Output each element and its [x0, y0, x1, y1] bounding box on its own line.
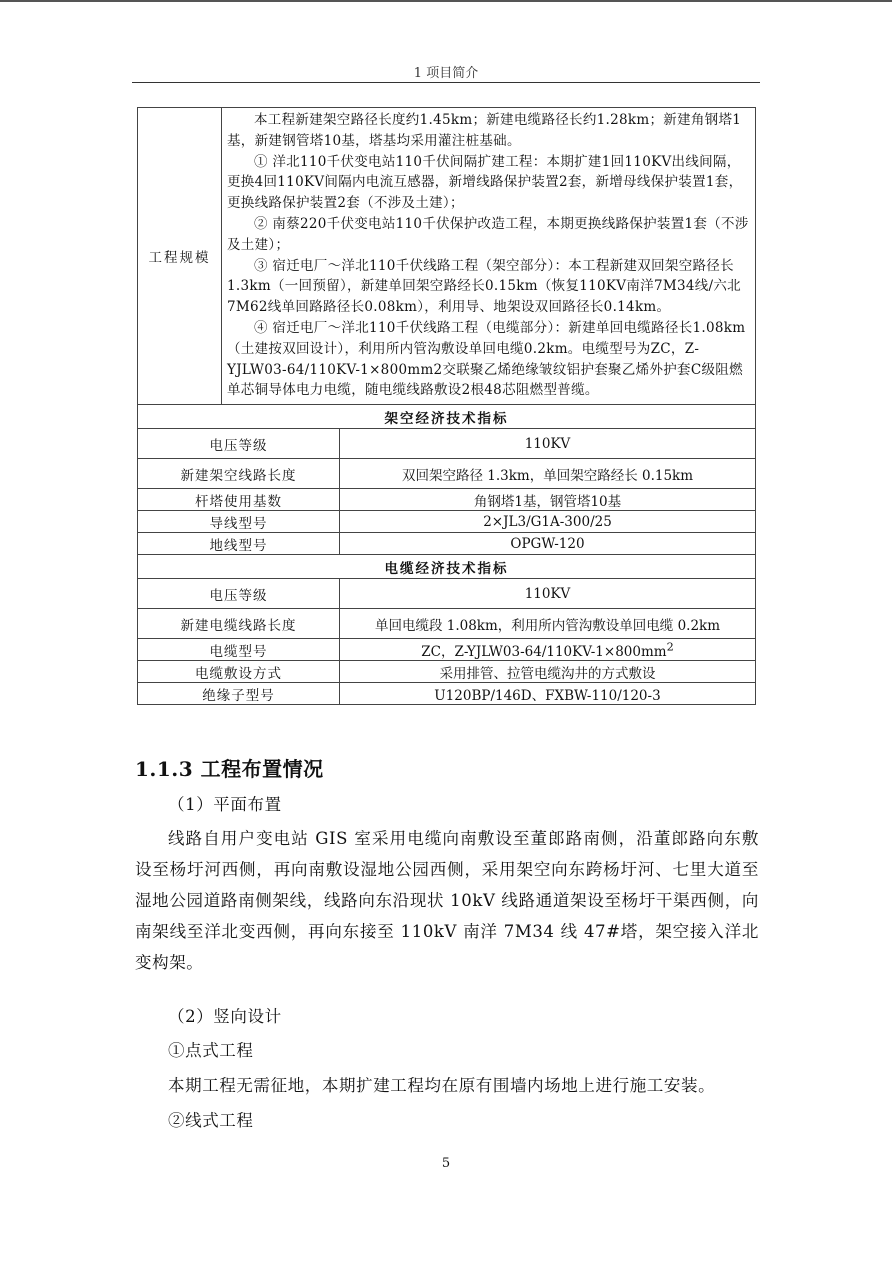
unit-superscript: 2: [666, 640, 674, 654]
table-row: [138, 459, 756, 489]
scale-paragraph: ① 洋北110千伏变电站110千伏间隔扩建工程：本期扩建1回110KV出线间隔，更换4回110KV间隔内电流互感器，新增线路保护装置2套，新增母线保护装置1套，更换线路保护装置2套（不涉及土建）；: [227, 153, 743, 212]
header-rule: [132, 82, 760, 83]
overhead-section-title: 架空经济技术指标: [138, 405, 756, 429]
subsection-vertical-design: （2）竖向设计: [168, 1007, 282, 1026]
table-row: [138, 533, 756, 555]
cable-model-text: ZC，Z-YJLW03-64/110KV-1×800mm: [421, 643, 667, 660]
project-summary-table: [137, 107, 756, 705]
row-key: 导线型号: [138, 511, 340, 533]
row-key: 电缆型号: [138, 639, 340, 661]
table-row: [138, 683, 756, 705]
row-value: OPGW-120: [340, 533, 756, 555]
section-heading: 1.1.3 工程布置情况: [135, 757, 324, 781]
row-value: 单回电缆段 1.08km，利用所内管沟敷设单回电缆 0.2km: [340, 609, 756, 639]
scale-content: [222, 108, 756, 405]
table-row: [138, 661, 756, 683]
row-value: 角钢塔1基，钢管塔10基: [340, 489, 756, 511]
row-key: 电缆敷设方式: [138, 661, 340, 683]
scale-paragraph: 本工程新建架空路径长度约1.45km；新建电缆路径长约1.28km；新建角钢塔1基，新建钢管塔10基，塔基均采用灌注桩基础。: [227, 112, 742, 149]
table-row: [138, 489, 756, 511]
row-key: 绝缘子型号: [138, 683, 340, 705]
overhead-section-row: [138, 405, 756, 429]
row-key: 杆塔使用基数: [138, 489, 340, 511]
row-key: 电压等级: [138, 579, 340, 609]
row-value: U120BP/146D、FXBW-110/120-3: [340, 683, 756, 705]
row-value: 110KV: [340, 579, 756, 609]
table-row: [138, 429, 756, 459]
plan-layout-paragraph: 线路自用户变电站 GIS 室采用电缆向南敷设至董郎路南侧，沿董郎路向东敷设至杨圩河西侧，再向南敷设湿地公园西侧，采用架空向东跨杨圩河、七里大道至湿地公园道路南侧架线，线路向东沿现状 10kV 线路通道架设至杨圩干渠西侧，向南架线至洋北变西侧，再向东接至 110kV 南洋 7M34 线 47#塔，架空接入洋北变构架。: [135, 829, 759, 972]
cable-section-row: [138, 555, 756, 579]
row-value: [340, 639, 756, 661]
line-project-label: ②线式工程: [168, 1111, 254, 1130]
scale-paragraph: ③ 宿迁电厂～洋北110千伏线路工程（架空部分）：本工程新建双回架空路径长1.3km（一回预留），新建单回架空路经长0.15km（恢复110KV南洋7M34线/六北7M62线单回路路径长0.08km），利用导、地架设双回路径长0.14km。: [227, 257, 741, 316]
point-project-paragraph: 本期工程无需征地，本期扩建工程均在原有围墙内场地上进行施工安装。: [168, 1076, 716, 1095]
subsection-plan-layout: （1）平面布置: [168, 795, 282, 814]
top-border-line: [0, 0, 892, 2]
page-number: 5: [441, 1156, 451, 1171]
cable-section-title: 电缆经济技术指标: [138, 555, 756, 579]
scale-row: [138, 108, 756, 405]
table-row: [138, 511, 756, 533]
row-value: 采用排管、拉管电缆沟井的方式敷设: [340, 661, 756, 683]
running-header: 1 项目简介: [413, 66, 479, 81]
scale-label: 工程规模: [138, 108, 222, 405]
table-row: [138, 609, 756, 639]
row-key: 新建架空线路长度: [138, 459, 340, 489]
row-key: 地线型号: [138, 533, 340, 555]
point-project-label: ①点式工程: [168, 1041, 254, 1060]
row-key: 新建电缆线路长度: [138, 609, 340, 639]
row-value: 2×JL3/G1A-300/25: [340, 511, 756, 533]
table-row: [138, 579, 756, 609]
row-key: 电压等级: [138, 429, 340, 459]
row-value: 110KV: [340, 429, 756, 459]
row-value: 双回架空路径 1.3km，单回架空路经长 0.15km: [340, 459, 756, 489]
scale-paragraph: ④ 宿迁电厂～洋北110千伏线路工程（电缆部分）：新建单回电缆路径长1.08km（土建按双回设计），利用所内管沟敷设单回电缆0.2km。电缆型号为ZC，Z-YJLW03-64/110KV-1×800mm2交联聚乙烯绝缘皱纹铝护套聚乙烯外护套C级阻燃单芯铜导体电力电缆，随电缆线路敷设2根48芯阻燃型普缆。: [227, 319, 746, 399]
table-row: [138, 639, 756, 661]
scale-paragraph: ② 南蔡220千伏变电站110千伏保护改造工程，本期更换线路保护装置1套（不涉及土建）；: [227, 215, 749, 253]
